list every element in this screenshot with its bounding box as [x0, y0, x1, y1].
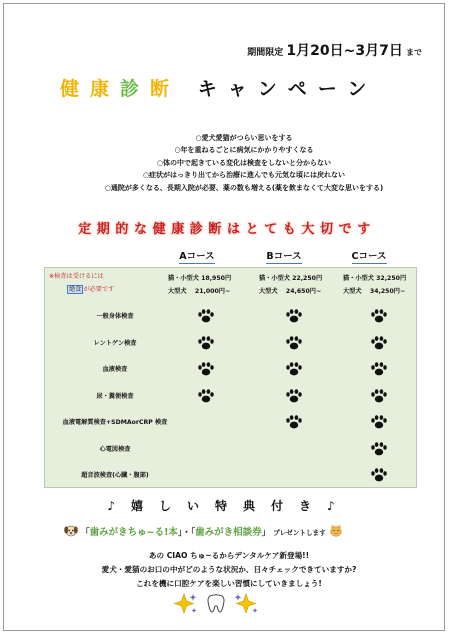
slogan: 定期的な健康診断はとても大切です: [78, 222, 376, 237]
period-suffix: まで: [406, 48, 422, 57]
exam-label: 一般身体検査: [96, 313, 134, 320]
exam-label: レントゲン検査: [93, 339, 137, 347]
course-c-price: 猫・小型犬 32,250円 大型犬 34,250円~: [343, 275, 407, 295]
course-c-heading: Cコース: [351, 251, 387, 262]
paw-icon: [370, 388, 388, 407]
present-suffix: プレゼントします: [273, 529, 326, 537]
cat-face-icon: [329, 524, 343, 537]
flyer-page: [3, 3, 445, 631]
paw-icon: [285, 388, 303, 407]
exam-label: 尿・糞便検査: [96, 392, 134, 400]
risk-list: [64, 132, 424, 194]
exam-label: 心電図検査: [99, 445, 131, 453]
paw-icon: [370, 308, 388, 327]
sparkle-tooth-decoration: [174, 593, 258, 615]
music-note-icon: ♪: [327, 499, 351, 513]
course-b-heading: Bコース: [266, 251, 302, 262]
exam-label: 血液検査: [102, 366, 128, 373]
risk-item: ○愛犬愛猫がつらい思いをする: [195, 134, 293, 142]
title-char-4: 断: [150, 78, 181, 100]
campaign-title: [60, 74, 400, 101]
risk-item: ○通院が多くなる、長期入院が必要、薬の数も増える(薬を飲まなくて大変な思いをする): [104, 183, 384, 192]
fasting-highlight: 絶食: [69, 286, 82, 293]
paw-icon: [370, 441, 388, 460]
exam-label: 血液電解質検査+SDMAorCRP 検査: [62, 419, 168, 426]
present-item-1: 歯みがきちゅ~る!本: [89, 527, 178, 538]
paw-icon: [285, 335, 303, 354]
paw-icon: [197, 308, 215, 327]
course-table: [44, 267, 417, 488]
paw-icon: [285, 414, 303, 433]
paw-icon: [197, 388, 215, 407]
present-line: 「歯みがきちゅ~る!本」・「歯みがき相談券」 プレゼントします: [64, 524, 404, 538]
title-char-3: 診: [120, 78, 151, 100]
dog-face-icon: [64, 524, 78, 537]
course-a-heading: Aコース: [179, 251, 215, 262]
risk-item: ○年を重ねるごとに病気にかかりやすくなる: [174, 146, 314, 155]
paw-icon: [197, 361, 215, 380]
sparkle-icon: [174, 593, 198, 615]
paw-icon: [285, 361, 303, 380]
paw-icon: [370, 335, 388, 354]
campaign-period: [4, 40, 422, 60]
bonus-text: 嬉しい特典付き: [130, 499, 327, 513]
risk-item: ○症状がはっきり出てから治療に進んでも元気な頃には戻れない: [142, 171, 346, 180]
paw-icon: [285, 308, 303, 327]
risk-item: ○体の中で起きている変化は検査をしないと分からない: [156, 158, 332, 167]
music-note-icon: ♪: [107, 499, 131, 513]
sparkle-icon: [234, 593, 258, 615]
tooth-icon: [205, 593, 227, 615]
paw-icon: [370, 414, 388, 433]
exam-label: 超音波検査(心臓・腹部): [81, 472, 149, 479]
title-campaign: キャンペーン: [197, 78, 378, 100]
closing-message: あの CIAO ちゅ~るからデンタルケア新登場!! 愛犬・愛猫のお口の中がどのような状況か、日々チェックできていますか? これを機に口腔ケアを楽しい習慣にしていきましょう!: [101, 551, 357, 588]
course-a-price: 猫・小型犬 18,950円 大型犬 21,000円~: [168, 275, 232, 295]
bonus-banner: [70, 497, 388, 514]
title-char-1: 健: [60, 78, 91, 100]
paw-icon: [197, 335, 215, 354]
period-label: 期間限定: [247, 48, 284, 58]
fasting-note: ※検査は受けるには 絶食 が必要です: [49, 273, 115, 293]
period-dates: 1月20日~3月7日: [286, 43, 403, 59]
paw-icon: [370, 467, 388, 486]
title-char-2: 康: [90, 78, 121, 100]
present-item-2: 歯みがき相談券: [195, 527, 262, 538]
paw-icon: [370, 361, 388, 380]
course-b-price: 猫・小型犬 22,250円 大型犬 24,650円~: [259, 275, 323, 295]
